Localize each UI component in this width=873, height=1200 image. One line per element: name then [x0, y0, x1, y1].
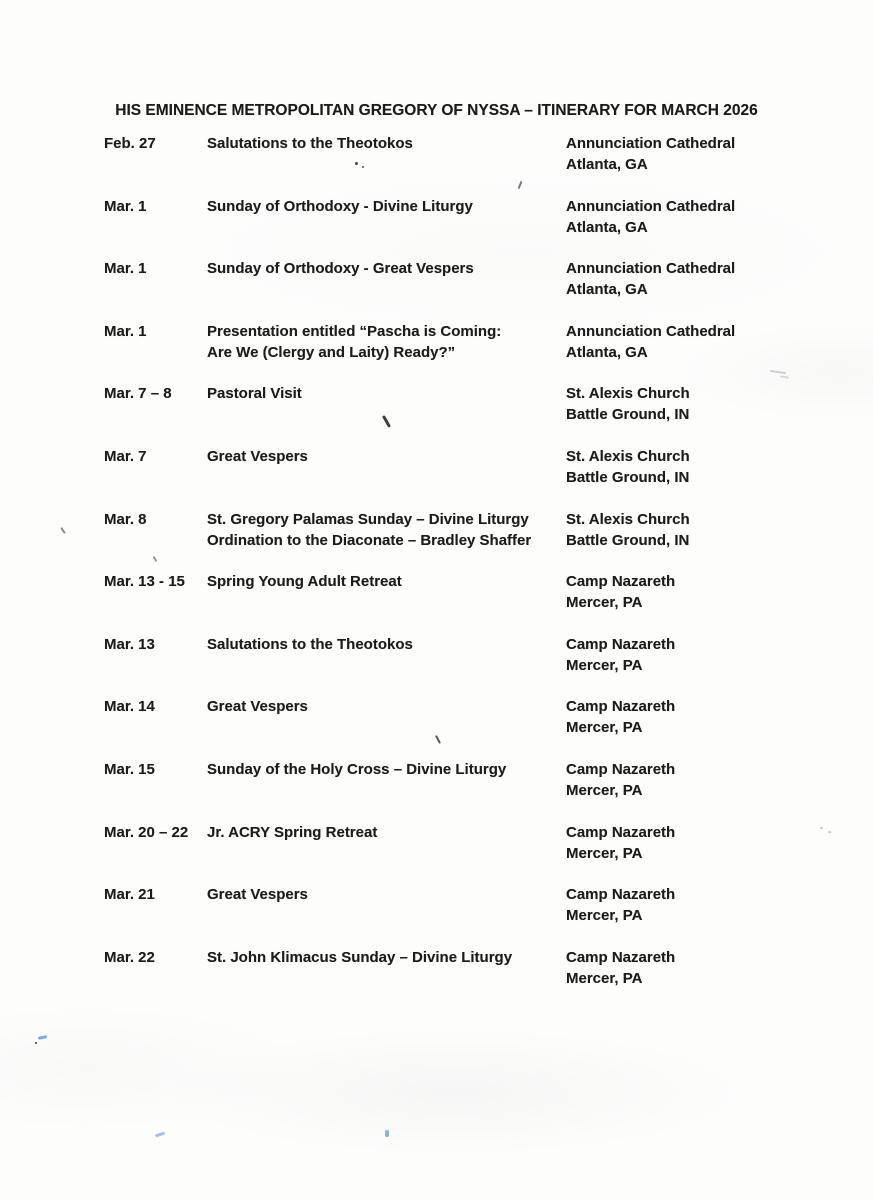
entry-event-line: Jr. ACRY Spring Retreat — [207, 823, 378, 841]
itinerary-entry-row — [104, 634, 764, 697]
entry-location-line: Mercer, PA — [566, 719, 643, 737]
entry-location — [566, 196, 764, 238]
itinerary-entry-row — [104, 884, 764, 947]
entry-location-line: Annunciation Cathedral — [566, 260, 736, 278]
entry-event-line: Salutations to the Theotokos — [207, 135, 413, 152]
entry-event — [207, 947, 566, 968]
itinerary-entry-row — [104, 509, 764, 572]
entry-location-line: Battle Ground, IN — [566, 406, 690, 424]
scan-artifact — [770, 370, 786, 374]
document-title: HIS EMINENCE METROPOLITAN GREGORY OF NYSSA – ITINERARY FOR MARCH 2026 — [115, 102, 758, 119]
entry-location-line: Mercer, PA — [566, 656, 643, 674]
entry-location — [566, 884, 764, 926]
entry-date: Mar. 8 — [104, 510, 147, 528]
entry-date: Mar. 22 — [104, 948, 155, 966]
entry-date: Mar. 15 — [104, 760, 155, 778]
entry-date: Mar. 20 – 22 — [104, 823, 189, 841]
entry-location — [566, 509, 764, 551]
itinerary-entry-row — [104, 383, 764, 446]
entry-date: Mar. 7 – 8 — [104, 385, 172, 403]
itinerary-entry-row — [104, 571, 764, 634]
scan-speck-blue — [155, 1132, 165, 1138]
itinerary-entry-row — [104, 133, 764, 196]
scan-artifact — [828, 831, 831, 833]
entry-event-line: Salutations to the Theotokos — [207, 635, 413, 653]
entry-event-line: St. Gregory Palamas Sunday – Divine Liturgy — [207, 510, 529, 528]
entry-date: Mar. 1 — [104, 260, 147, 278]
entry-event — [207, 196, 566, 217]
scan-artifact — [780, 375, 789, 378]
entry-location — [566, 446, 764, 488]
scan-artifact — [35, 1042, 37, 1044]
entry-event-line: Sunday of Orthodoxy - Divine Liturgy — [207, 197, 473, 215]
entry-location — [566, 321, 764, 363]
entry-location-line: Mercer, PA — [566, 844, 643, 862]
scan-speck-blue — [385, 1130, 389, 1137]
entry-event — [207, 133, 566, 154]
entry-event — [207, 383, 566, 404]
entry-event-line: Ordination to the Diaconate – Bradley Shaffer — [207, 531, 532, 549]
entry-event-line: Great Vespers — [207, 886, 308, 904]
entry-location-line: Mercer, PA — [566, 594, 643, 612]
entry-location-line: Atlanta, GA — [566, 343, 648, 361]
entry-location-line: Mercer, PA — [566, 969, 643, 987]
entry-location — [566, 258, 764, 300]
entry-location-line: Mercer, PA — [566, 781, 643, 799]
entry-location-line: Annunciation Cathedral — [566, 322, 736, 340]
entry-event — [207, 884, 566, 905]
itinerary-entry-row — [104, 947, 764, 1010]
entry-location-line: Camp Nazareth — [566, 635, 676, 653]
entry-location-line: Battle Ground, IN — [566, 468, 690, 486]
entry-date: Mar. 13 — [104, 635, 155, 653]
entry-event — [207, 634, 566, 655]
entry-location-line: Camp Nazareth — [566, 823, 676, 841]
entry-location-line: St. Alexis Church — [566, 447, 690, 465]
itinerary-entry-row — [104, 258, 764, 321]
itinerary-entry-row — [104, 696, 764, 759]
entry-location — [566, 383, 764, 425]
itinerary-entry-row — [104, 196, 764, 259]
entry-event-line: Great Vespers — [207, 447, 308, 465]
entry-location-line: Camp Nazareth — [566, 698, 676, 716]
entry-location-line: Camp Nazareth — [566, 886, 676, 904]
entry-location-line: Atlanta, GA — [566, 281, 648, 299]
entry-location-line: St. Alexis Church — [566, 510, 690, 528]
entry-event — [207, 258, 566, 279]
entry-location-line: Annunciation Cathedral — [566, 197, 736, 215]
entry-location-line: St. Alexis Church — [566, 385, 690, 403]
itinerary-entry-row — [104, 321, 764, 384]
itinerary-entry-row — [104, 759, 764, 822]
entry-event-line: Are We (Clergy and Laity) Ready?” — [207, 343, 456, 361]
itinerary-table — [104, 133, 764, 1009]
entry-location — [566, 822, 764, 864]
entry-event-line: Spring Young Adult Retreat — [207, 573, 402, 591]
entry-event-line: Presentation entitled “Pascha is Coming: — [207, 322, 502, 340]
entry-event — [207, 509, 566, 551]
entry-location — [566, 759, 764, 801]
entry-location-line: Mercer, PA — [566, 907, 643, 925]
entry-event-line: Pastoral Visit — [207, 385, 302, 403]
entry-date: Feb. 27 — [104, 135, 156, 152]
entry-event — [207, 822, 566, 843]
entry-event — [207, 759, 566, 780]
scan-artifact — [820, 827, 823, 829]
entry-event — [207, 696, 566, 717]
entry-location-line: Camp Nazareth — [566, 760, 676, 778]
entry-event — [207, 571, 566, 592]
entry-location — [566, 634, 764, 676]
entry-location — [566, 947, 764, 989]
entry-location-line: Battle Ground, IN — [566, 531, 690, 549]
entry-location — [566, 571, 764, 613]
entry-event-line: Sunday of the Holy Cross – Divine Liturgy — [207, 760, 507, 778]
entry-event — [207, 321, 566, 363]
entry-location-line: Annunciation Cathedral — [566, 135, 736, 152]
entry-event-line: St. John Klimacus Sunday – Divine Liturgy — [207, 948, 513, 966]
entry-date: Mar. 1 — [104, 322, 147, 340]
entry-location-line: Camp Nazareth — [566, 573, 676, 591]
entry-event — [207, 446, 566, 467]
itinerary-entry-row — [104, 822, 764, 885]
entry-location — [566, 133, 764, 175]
entry-location-line: Atlanta, GA — [566, 156, 648, 173]
entry-date: Mar. 1 — [104, 197, 147, 215]
entry-location-line: Camp Nazareth — [566, 948, 676, 966]
entry-event-line: Great Vespers — [207, 698, 308, 716]
entry-location-line: Atlanta, GA — [566, 218, 648, 236]
entry-date: Mar. 21 — [104, 886, 155, 904]
entry-location — [566, 696, 764, 738]
entry-date: Mar. 13 - 15 — [104, 573, 185, 591]
entry-date: Mar. 14 — [104, 698, 155, 716]
entry-date: Mar. 7 — [104, 447, 147, 465]
itinerary-entry-row — [104, 446, 764, 509]
scan-speck-blue — [38, 1035, 47, 1040]
scan-artifact — [60, 527, 66, 534]
entry-event-line: Sunday of Orthodoxy - Great Vespers — [207, 260, 474, 278]
